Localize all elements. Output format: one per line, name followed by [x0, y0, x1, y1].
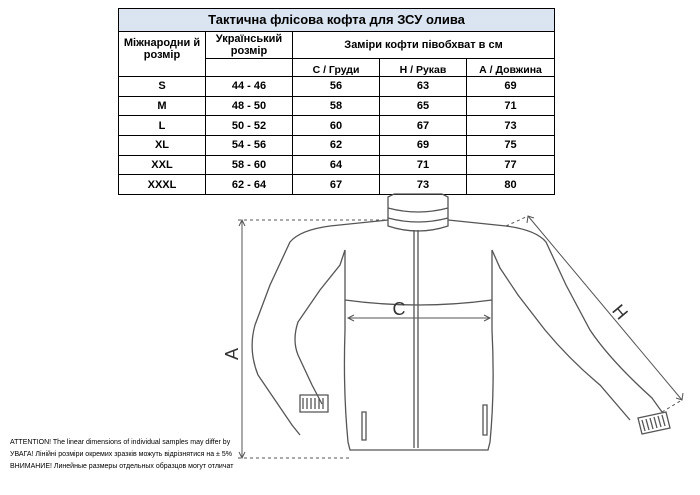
table-row [119, 76, 555, 96]
note-ukrainian: УВАГА! Лінійні розміри окремих зразків можуть відрізнятися на ± 5% [10, 451, 232, 458]
note-english: ATTENTION! The linear dimensions of individual samples may differ by [10, 439, 231, 446]
cell-ua: 54 - 56 [206, 135, 293, 155]
cell-ua: 48 - 50 [206, 96, 293, 116]
note-russian: ВНИМАНИЕ! Линейные размеры отдельных образцов могут отличат [10, 463, 234, 470]
measure-h-line [528, 216, 682, 400]
jacket-left-sleeve [295, 250, 345, 404]
cell-sleeve: 67 [380, 116, 467, 136]
cell-sleeve: 69 [380, 135, 467, 155]
label-h: H [608, 300, 632, 324]
cell-ua: 58 - 60 [206, 155, 293, 175]
cell-ua: 62 - 64 [206, 175, 293, 195]
subheader-chest: С / Груди [293, 59, 380, 77]
label-a: A [222, 347, 242, 361]
cell-chest: 58 [293, 96, 380, 116]
cell-length: 69 [467, 76, 555, 96]
cell-sleeve: 73 [380, 175, 467, 195]
size-table [118, 8, 555, 195]
cell-intl: M [119, 96, 206, 116]
jacket-body [252, 220, 662, 450]
cell-intl: XL [119, 135, 206, 155]
table-title: Тактична флісова кофта для ЗСУ олива [119, 9, 555, 32]
header-measurements: Заміри кофти півобхват в см [293, 31, 555, 58]
cell-chest: 56 [293, 76, 380, 96]
cell-length: 80 [467, 175, 555, 195]
jacket-diagram [200, 190, 690, 495]
cell-sleeve: 63 [380, 76, 467, 96]
cell-length: 77 [467, 155, 555, 175]
cell-sleeve: 71 [380, 155, 467, 175]
cell-chest: 60 [293, 116, 380, 136]
jacket-pocket [362, 412, 366, 440]
jacket-left-cuff [300, 395, 328, 412]
jacket-pocket [483, 405, 487, 435]
cell-length: 75 [467, 135, 555, 155]
table-row [119, 96, 555, 116]
subheader-sleeve: Н / Рукав [380, 59, 467, 77]
subheader-length: А / Довжина [467, 59, 555, 77]
header-international-size: Міжнародни й розмір [119, 31, 206, 76]
cell-length: 71 [467, 96, 555, 116]
cell-intl: XXL [119, 155, 206, 175]
table-row [119, 135, 555, 155]
cell-chest: 64 [293, 155, 380, 175]
cell-sleeve: 65 [380, 96, 467, 116]
table-row [119, 155, 555, 175]
header-ukrainian-blank [206, 59, 293, 77]
cell-chest: 67 [293, 175, 380, 195]
cell-ua: 44 - 46 [206, 76, 293, 96]
cell-length: 73 [467, 116, 555, 136]
label-c: C [392, 299, 406, 319]
cell-ua: 50 - 52 [206, 116, 293, 136]
header-ukrainian-size: Український розмір [206, 31, 293, 58]
cell-intl: L [119, 116, 206, 136]
table-row [119, 116, 555, 136]
cell-intl: S [119, 76, 206, 96]
cell-intl: XXXL [119, 175, 206, 195]
cell-chest: 62 [293, 135, 380, 155]
